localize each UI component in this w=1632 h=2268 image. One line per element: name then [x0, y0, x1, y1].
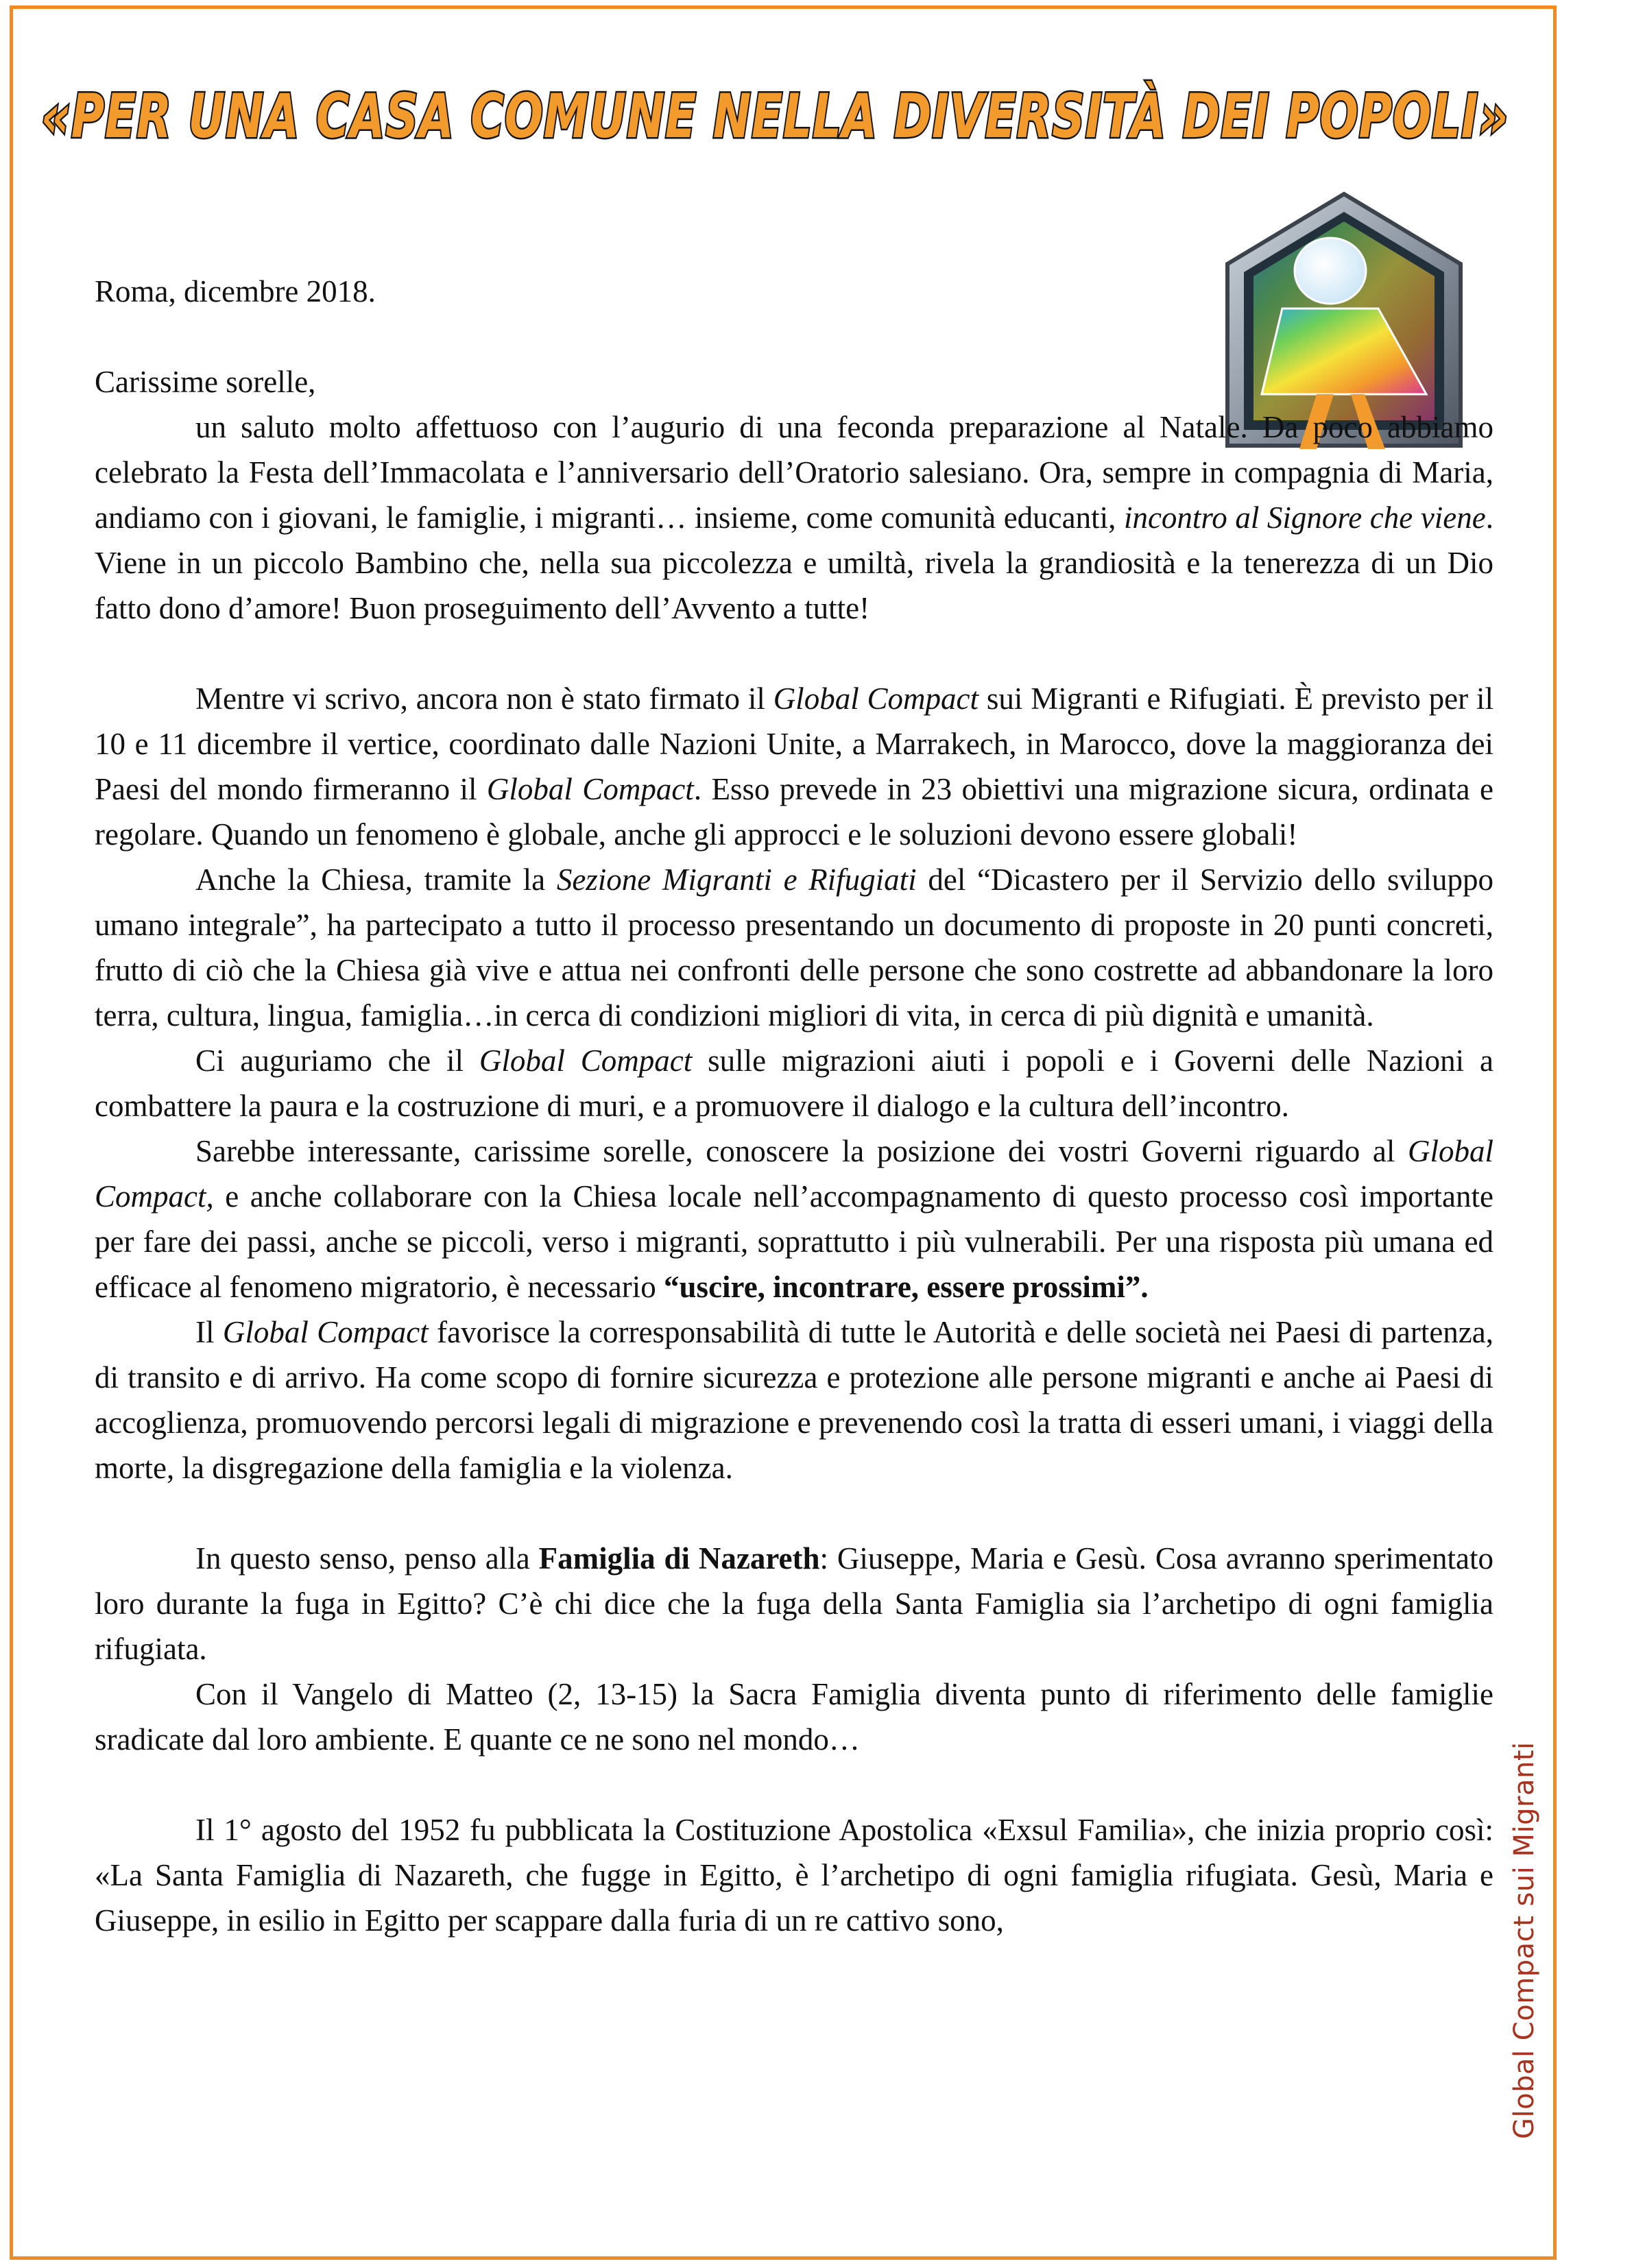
- paragraph-italic: Global Compact: [222, 1315, 429, 1349]
- paragraph-church: [95, 857, 1493, 1038]
- paragraph-text: In questo senso, penso alla: [195, 1541, 530, 1576]
- paragraph-text: Mentre vi scrivo, ancora non è stato firmato il: [195, 681, 765, 716]
- paragraph-greeting: [95, 405, 1493, 631]
- paragraph-text: favorisce la corresponsabilità di tutte le Autorità e delle società nei Paesi di partenza, di transito e di arrivo. Ha come scopo di fornire sicurezza e protezione alle persone migranti e anche ai Paesi di accoglienza, promuovendo percorsi legali di migrazione e prevenendo così la tratta di esseri umani, i viaggi della morte, la disgregazione della famiglia e la violenza.: [95, 1315, 1494, 1485]
- paragraph-italic: Global Compact,: [95, 1134, 1494, 1214]
- paragraph-bold: Famiglia di Nazareth: [538, 1541, 820, 1576]
- paragraph-italic: Global Compact: [486, 772, 694, 806]
- letter-salutation: Carissime sorelle,: [95, 365, 316, 399]
- paragraph-text: Il: [195, 1315, 215, 1349]
- paragraph-italic: Sezione Migranti e Rifugiati: [556, 862, 917, 897]
- letter-body: [95, 269, 1493, 1943]
- paragraph-hope: [95, 1038, 1493, 1129]
- paragraph-governments: [95, 1129, 1493, 1310]
- paragraph-text: del “Dicastero per il Servizio dello sviluppo umano integrale”, ha partecipato a tutto il processo presentando un documento di proposte in 20 punti concreti, frutto di ciò che la Chiesa già vive e attua nei confronti delle persone che sono costrette ad abbandonare la loro terra, cultura, lingua, famiglia…in cerca di condizioni migliori di vita, in cerca di più dignità e umanità.: [95, 862, 1494, 1033]
- paragraph-greeting-end: . Viene in un piccolo Bambino che, nella sua piccolezza e umiltà, rivela la grandiosità e la tenerezza di un Dio fatto dono d’amore! Buon proseguimento dell’Avvento a tutte!: [95, 500, 1493, 625]
- paragraph-global-compact: [95, 676, 1493, 857]
- paragraph-text: . Esso prevede in 23 obiettivi una migrazione sicura, ordinata e regolare. Quando un fenomeno è globale, anche gli approcci e le soluzioni devono essere globali!: [95, 772, 1493, 852]
- paragraph-text: Sarebbe interessante, carissime sorelle, conoscere la posizione dei vostri Governi riguardo al: [195, 1134, 1395, 1168]
- paragraph-responsibility: [95, 1310, 1493, 1491]
- paragraph-nazareth: [95, 1536, 1493, 1672]
- side-label: Global Compact sui Migranti: [1509, 1741, 1540, 2139]
- paragraph-matthew: Con il Vangelo di Matteo (2, 13-15) la Sacra Famiglia diventa punto di riferimento delle famiglie sradicate dal loro ambiente. E quante ce ne sono nel mondo…: [95, 1677, 1493, 1757]
- paragraph-bold: “uscire, incontrare, essere prossimi”.: [664, 1270, 1149, 1304]
- page-title-text: «PER UNA CASA COMUNE NELLA DIVERSITÀ DEI POPOLI»: [41, 81, 1509, 152]
- paragraph-text: sui Migranti e Rifugiati. È previsto per il 10 e 11 dicembre il vertice, coordinato dalle Nazioni Unite, a Marrakech, in Marocco, dove la maggioranza dei Paesi del mondo firmeranno il: [95, 681, 1493, 806]
- letter-date: Roma, dicembre 2018.: [95, 274, 376, 309]
- paragraph-greeting-italic: incontro al Signore che viene: [1123, 500, 1486, 535]
- paragraph-text: Anche la Chiesa, tramite la: [195, 862, 546, 897]
- paragraph-italic: Global Compact: [479, 1043, 693, 1078]
- paragraph-text: sulle migrazioni aiuti i popoli e i Governi delle Nazioni a combattere la paura e la costruzione di muri, e a promuovere il dialogo e la cultura dell’incontro.: [95, 1043, 1494, 1123]
- paragraph-exsul-familia: Il 1° agosto del 1952 fu pubblicata la Costituzione Apostolica «Exsul Familia», che inizia proprio così: «La Santa Famiglia di Nazareth, che fugge in Egitto, è l’archetipo di ogni famiglia rifugiata. Gesù, Maria e Giuseppe, in esilio in Egitto per scappare dalla furia di un re cattivo sono,: [95, 1813, 1493, 1938]
- paragraph-text: e anche collaborare con la Chiesa locale nell’accompagnamento di questo processo così importante per fare dei passi, anche se piccoli, verso i migranti, soprattutto i più vulnerabili. Per una risposta più umana ed efficace al fenomeno migratorio, è necessario: [95, 1179, 1494, 1304]
- paragraph-text: Ci auguriamo che il: [195, 1043, 464, 1078]
- paragraph-text: : Giuseppe, Maria e Gesù. Cosa avranno sperimentato loro durante la fuga in Egitto? C’è chi dice che la fuga della Santa Famiglia sia l’archetipo di ogni famiglia rifugiata.: [95, 1541, 1493, 1666]
- paragraph-italic: Global Compact: [773, 681, 979, 716]
- page-title: [27, 69, 1522, 158]
- paragraph-greeting-text: un saluto molto affettuoso con l’augurio di una feconda preparazione al Natale. Da poco abbiamo celebrato la Festa dell’Immacolata e l’anniversario dell’Oratorio salesiano. Ora, sempre in compagnia di Maria, andiamo con i giovani, le famiglie, i migranti… insieme, come comunità educanti,: [95, 410, 1493, 535]
